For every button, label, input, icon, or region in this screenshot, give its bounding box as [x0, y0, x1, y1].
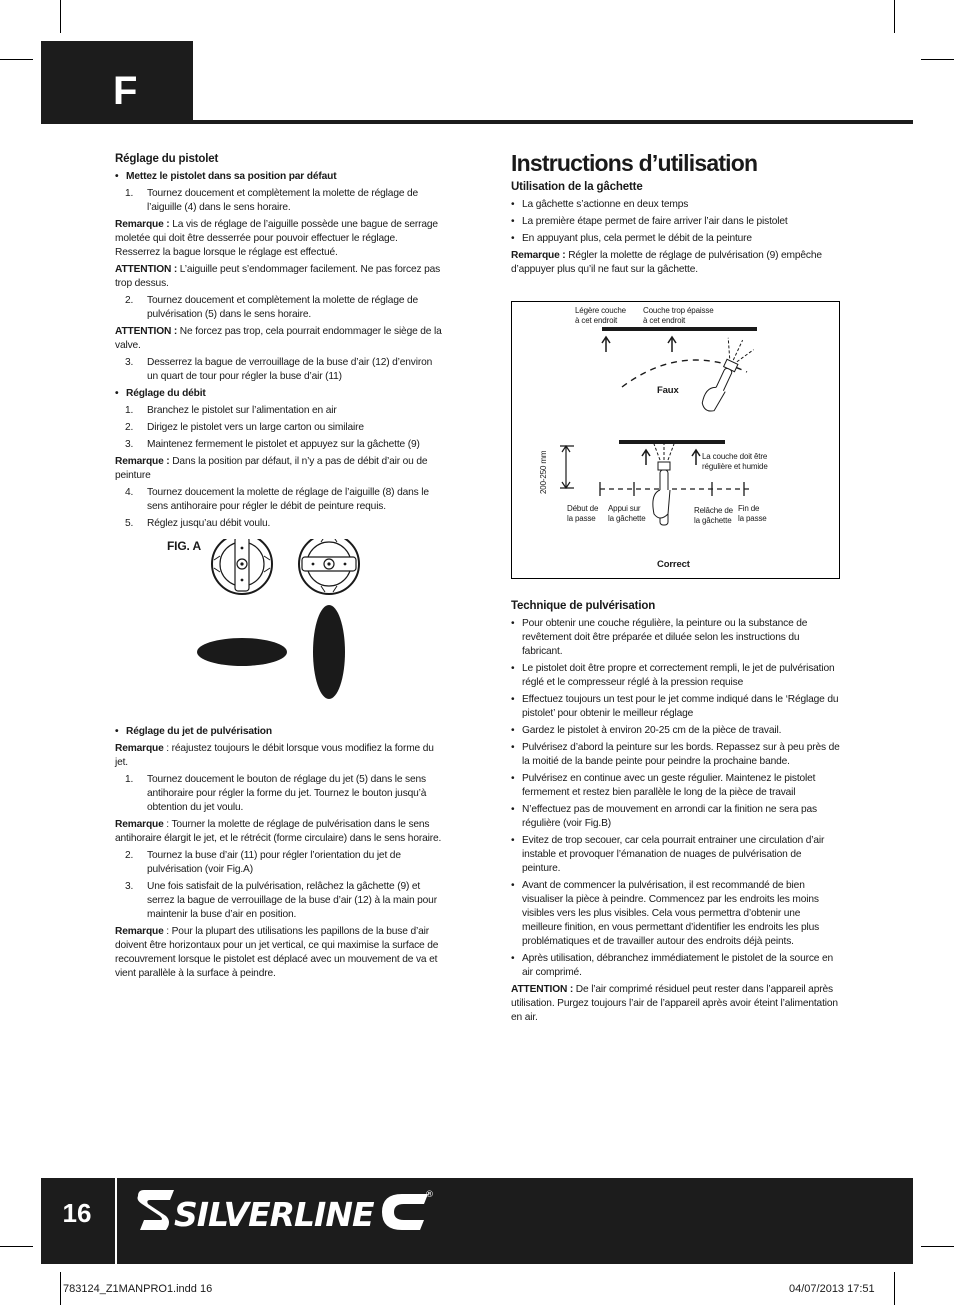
section-tab: [41, 41, 193, 123]
step-text: Réglez jusqu’au débit voulu.: [147, 518, 271, 529]
list-item: [511, 617, 841, 659]
note-text: La vis de réglage de l’aiguille possède une bague de serrage moletée qui doit être desserrée pour pouvoir effectuer le réglage. Resserrez la bague lorsque le réglage est effectué.: [115, 219, 438, 258]
numbered-step: 5. Réglez jusqu’au débit voulu.: [125, 518, 271, 529]
numbered-step: 1. Tournez doucement le bouton de réglage du jet (5) dans le sens antihoraire pour régler la forme du jet. Tournez le bouton jusqu’à obtention du jet voulu.: [125, 774, 427, 813]
note-label: Remarque: [115, 819, 164, 830]
list-item: [511, 232, 841, 246]
list-item: [511, 198, 841, 212]
crop-mark: [0, 59, 33, 60]
header-rule: [41, 120, 913, 124]
bullet-text: En appuyant plus, cela permet le débit de la peinture: [522, 233, 752, 244]
brand-wordmark: SILVERLINE: [174, 1195, 374, 1234]
note-label: Remarque: [115, 926, 164, 937]
warning-text: L’aiguille peut s’endommager facilement. Ne pas forcez pas trop dessus.: [115, 264, 441, 289]
numbered-step: 2. Tournez doucement et complètement la molette de réglage de pulvérisation (5) dans le sens horaire.: [125, 295, 419, 320]
up-arrow: [668, 337, 676, 352]
note: [115, 455, 445, 483]
warning-label: ATTENTION :: [115, 264, 178, 275]
numbered-step: 3. Desserrez la bague de verrouillage de la buse d’air (12) d’environ un quart de tour pour régler la buse d’air (11): [125, 357, 433, 382]
warning-label: ATTENTION :: [511, 984, 574, 995]
section-heading: Réglage du pistolet: [115, 153, 219, 165]
step-text: Dirigez le pistolet vers un large carton ou similaire: [147, 422, 364, 433]
figure-a: [115, 539, 445, 719]
step-text: Une fois satisfait de la pulvérisation, relâchez la gâchette (9) et serrez la bague de verrouillage de la buse d’air (12) à la main pour maintenir la buse d’air en position.: [147, 881, 437, 920]
step-text: Tournez doucement le bouton de réglage du jet (5) dans le sens antihoraire pour régler la forme du jet. Tournez le bouton jusqu’à obtention du jet voulu.: [147, 774, 427, 813]
note: [115, 218, 445, 260]
list-item: [511, 772, 841, 800]
numbered-step: 1. Tournez doucement et complètement la molette de réglage de l’aiguille (4) dans le sens horaire.: [125, 188, 419, 213]
note-label: Remarque :: [115, 219, 170, 230]
step-text: Desserrez la bague de verrouillage de la buse d’air (12) d’environ un quart de tour pour régler la buse d’air (11): [147, 357, 433, 382]
section-heading: Technique de pulvérisation: [511, 600, 656, 612]
list-item: [511, 741, 841, 769]
bullet-text: La première étape permet de faire arriver l’air dans le pistolet: [522, 216, 788, 227]
figure-a-label: FIG. A: [167, 539, 201, 553]
step-text: Tournez doucement et complètement la molette de réglage de l’aiguille (4) dans le sens horaire.: [147, 188, 419, 213]
silverline-logo-icon: [134, 1186, 434, 1238]
up-arrow: [642, 450, 650, 465]
crop-mark: [894, 1272, 895, 1305]
note: [115, 818, 445, 846]
list-item: [511, 834, 841, 876]
workpiece-top: [602, 327, 757, 331]
label-wrong: Faux: [657, 385, 679, 396]
label-thick-coat: Couche trop épaisse à cet endroit: [643, 306, 714, 325]
warning: [511, 983, 841, 1025]
bullet-text: La gâchette s’actionne en deux temps: [522, 199, 689, 210]
section-heading: Utilisation de la gâchette: [511, 181, 643, 193]
brand-logo: [134, 1186, 434, 1243]
crop-mark: [921, 1246, 954, 1247]
air-cap-diagram: [115, 539, 445, 719]
left-column: [115, 152, 445, 984]
crop-mark: [0, 1246, 33, 1247]
bullet-text: Mettez le pistolet dans sa position par défaut: [126, 171, 337, 182]
list-item: [511, 693, 841, 721]
spray-technique-diagram: [512, 302, 839, 578]
numbered-step: 2. Tournez la buse d’air (11) pour régler l’orientation du jet de pulvérisation (voir Fig.A): [125, 850, 401, 875]
bullet-text: Pour obtenir une couche régulière, la peinture ou la substance de revêtement doit être préparée et diluée selon les instructions du fabricant.: [522, 618, 808, 657]
crop-mark: [921, 59, 954, 60]
numbered-step: 2. Dirigez le pistolet vers un large carton ou similaire: [125, 422, 364, 433]
list-item: [115, 387, 445, 401]
footer-bar: [41, 1178, 913, 1264]
crop-mark: [60, 1272, 61, 1305]
warning-label: ATTENTION :: [115, 326, 178, 337]
note-label: Remarque :: [115, 456, 170, 467]
crop-mark: [60, 0, 61, 33]
bullet-text: Réglage du jet de pulvérisation: [126, 726, 272, 737]
page-number: 16: [62, 1198, 92, 1228]
numbered-step: 4. Tournez doucement la molette de réglage de l’aiguille (8) dans le sens antihoraire pour régler le débit de peinture requis.: [125, 487, 429, 512]
label-end-pass: Fin de la passe: [738, 504, 767, 523]
up-arrow: [602, 337, 610, 352]
note-label: Remarque :: [511, 250, 566, 261]
vertical-spray-pattern: [313, 605, 345, 699]
note: [511, 249, 841, 277]
list-item: [115, 170, 445, 184]
right-column: [511, 150, 841, 1028]
step-text: Tournez la buse d’air (11) pour régler l’orientation du jet de pulvérisation (voir Fig.A): [147, 850, 401, 875]
bullet-text: Evitez de trop secouer, car cela pourrait entrainer une circulation d’air instable et provoquer l’émanation de nuages de pulvérisation de peinture.: [522, 835, 825, 874]
horizontal-spray-pattern: [197, 638, 287, 666]
list-item: [511, 662, 841, 690]
step-text: Tournez doucement et complètement la molette de réglage de pulvérisation (5) dans le sens horaire.: [147, 295, 419, 320]
air-cap-vertical-icon: [212, 539, 272, 594]
warning: [115, 263, 445, 291]
page-title: Instructions d’utilisation: [511, 150, 758, 176]
distance-arrow: [560, 446, 574, 488]
list-item: [115, 725, 445, 739]
note-text: Régler la molette de réglage de pulvérisation (9) empêche d’appuyer plus qu’il ne faut sur la gâchette.: [511, 250, 822, 275]
note-label: Remarque: [115, 743, 164, 754]
numbered-step: 3. Une fois satisfait de la pulvérisation, relâchez la gâchette (9) et serrez la bague de verrouillage de la buse d’air (12) à la main pour maintenir la buse d’air en position.: [125, 881, 437, 920]
file-slug: 783124_Z1MANPRO1.indd 16: [63, 1283, 213, 1295]
warning: [115, 325, 445, 353]
note: [115, 925, 445, 981]
bullet-text: Réglage du débit: [126, 388, 206, 399]
crop-mark: [894, 0, 895, 33]
spray-gun-icon: [653, 442, 674, 525]
up-arrow: [692, 450, 700, 465]
list-item: [511, 952, 841, 980]
numbered-step: 1. Branchez le pistolet sur l’alimentation en air: [125, 405, 337, 416]
bullet-text: Le pistolet doit être propre et correctement rempli, le jet de pulvérisation réglé et le compresseur réglé à la pression requise: [522, 663, 835, 688]
bullet-text: Avant de commencer la pulvérisation, il est recommandé de bien visualiser la pièce à peindre. Commencez par les endroits les moins visibles vers les plus visibles. Cela vous permettra d’obtenir une meilleure finition, en vous permettant d’identifier les endroits les plus problématiques et de travailler autour des endroits déjà peints.: [522, 880, 820, 947]
note: [115, 742, 445, 770]
label-press-trigger: Appui sur la gâchette: [608, 504, 646, 523]
bullet-text: Effectuez toujours un test pour le jet comme indiqué dans le ‘Réglage du pistolet’ pour obtenir le meilleur réglage: [522, 694, 839, 719]
label-correct: Correct: [657, 559, 690, 570]
bullet-text: Pulvérisez en continue avec un geste régulier. Maintenez le pistolet fermement et restez bien parallèle le long de la pièce de travail: [522, 773, 816, 798]
spray-technique-figure: [511, 301, 840, 579]
spray-gun-icon: [697, 334, 756, 417]
label-distance: 200-250 mm: [539, 450, 548, 494]
numbered-step: 3. Maintenez fermement le pistolet et appuyez sur la gâchette (9): [125, 439, 420, 450]
note-text: : Tourner la molette de réglage de pulvérisation dans le sens antihoraire élargit le jet, et le rétrécit (forme circulaire) dans le sens horaire.: [115, 819, 442, 844]
air-cap-horizontal-icon: [299, 539, 359, 594]
bullet-text: N’effectuez pas de mouvement en arrondi car la finition ne sera pas régulière (voir Fig.B): [522, 804, 817, 829]
date-slug: 04/07/2013 17:51: [789, 1283, 875, 1295]
list-item: [511, 803, 841, 831]
note-text: Dans la position par défaut, il n’y a pas de débit d’air ou de peinture: [115, 456, 428, 481]
bullet-text: Après utilisation, débranchez immédiatement le pistolet de la source en air comprimé.: [522, 953, 833, 978]
footer-divider: [115, 1178, 117, 1264]
list-item: [511, 215, 841, 229]
workpiece-bottom: [619, 440, 725, 444]
warning-text: Ne forcez pas trop, cela pourrait endommager le siège de la valve.: [115, 326, 442, 351]
step-text: Branchez le pistolet sur l’alimentation en air: [147, 405, 337, 416]
bullet-text: Gardez le pistolet à environ 20-25 cm de la pièce de travail.: [522, 725, 782, 736]
note-text: : réajustez toujours le débit lorsque vous modifiez la forme du jet.: [115, 743, 434, 768]
note-text: : Pour la plupart des utilisations les papillons de la buse d’air doivent être horizontaux pour un jet vertical, ce qui maximise la surface de recouvrement lorsque le pistolet est déplacé avec un mouvement de va et vient parallèle à la surface à peindre.: [115, 926, 439, 979]
label-release-trigger: Relâche de la gâchette: [694, 506, 733, 525]
step-text: Maintenez fermement le pistolet et appuyez sur la gâchette (9): [147, 439, 420, 450]
label-light-coat: Légère couche à cet endroit: [575, 306, 626, 325]
list-item: [511, 724, 841, 738]
label-start-pass: Début de la passe: [567, 504, 599, 523]
step-text: Tournez doucement la molette de réglage de l’aiguille (8) dans le sens antihoraire pour régler le débit de peinture requis.: [147, 487, 429, 512]
section-letter: F: [113, 69, 138, 113]
registered-mark: ®: [425, 1190, 434, 1200]
list-item: [511, 879, 841, 949]
bullet-text: Pulvérisez d’abord la peinture sur les bords. Repassez sur à peu près de la moitié de la bande peinte pour peindre la prochaine bande.: [522, 742, 840, 767]
label-even-coat: La couche doit être régulière et humide: [702, 452, 768, 471]
warning-text: De l’air comprimé résiduel peut rester dans l’appareil après utilisation. Purgez toujours l’air de l’appareil après avoir éteint l’alimentation en air.: [511, 984, 838, 1023]
